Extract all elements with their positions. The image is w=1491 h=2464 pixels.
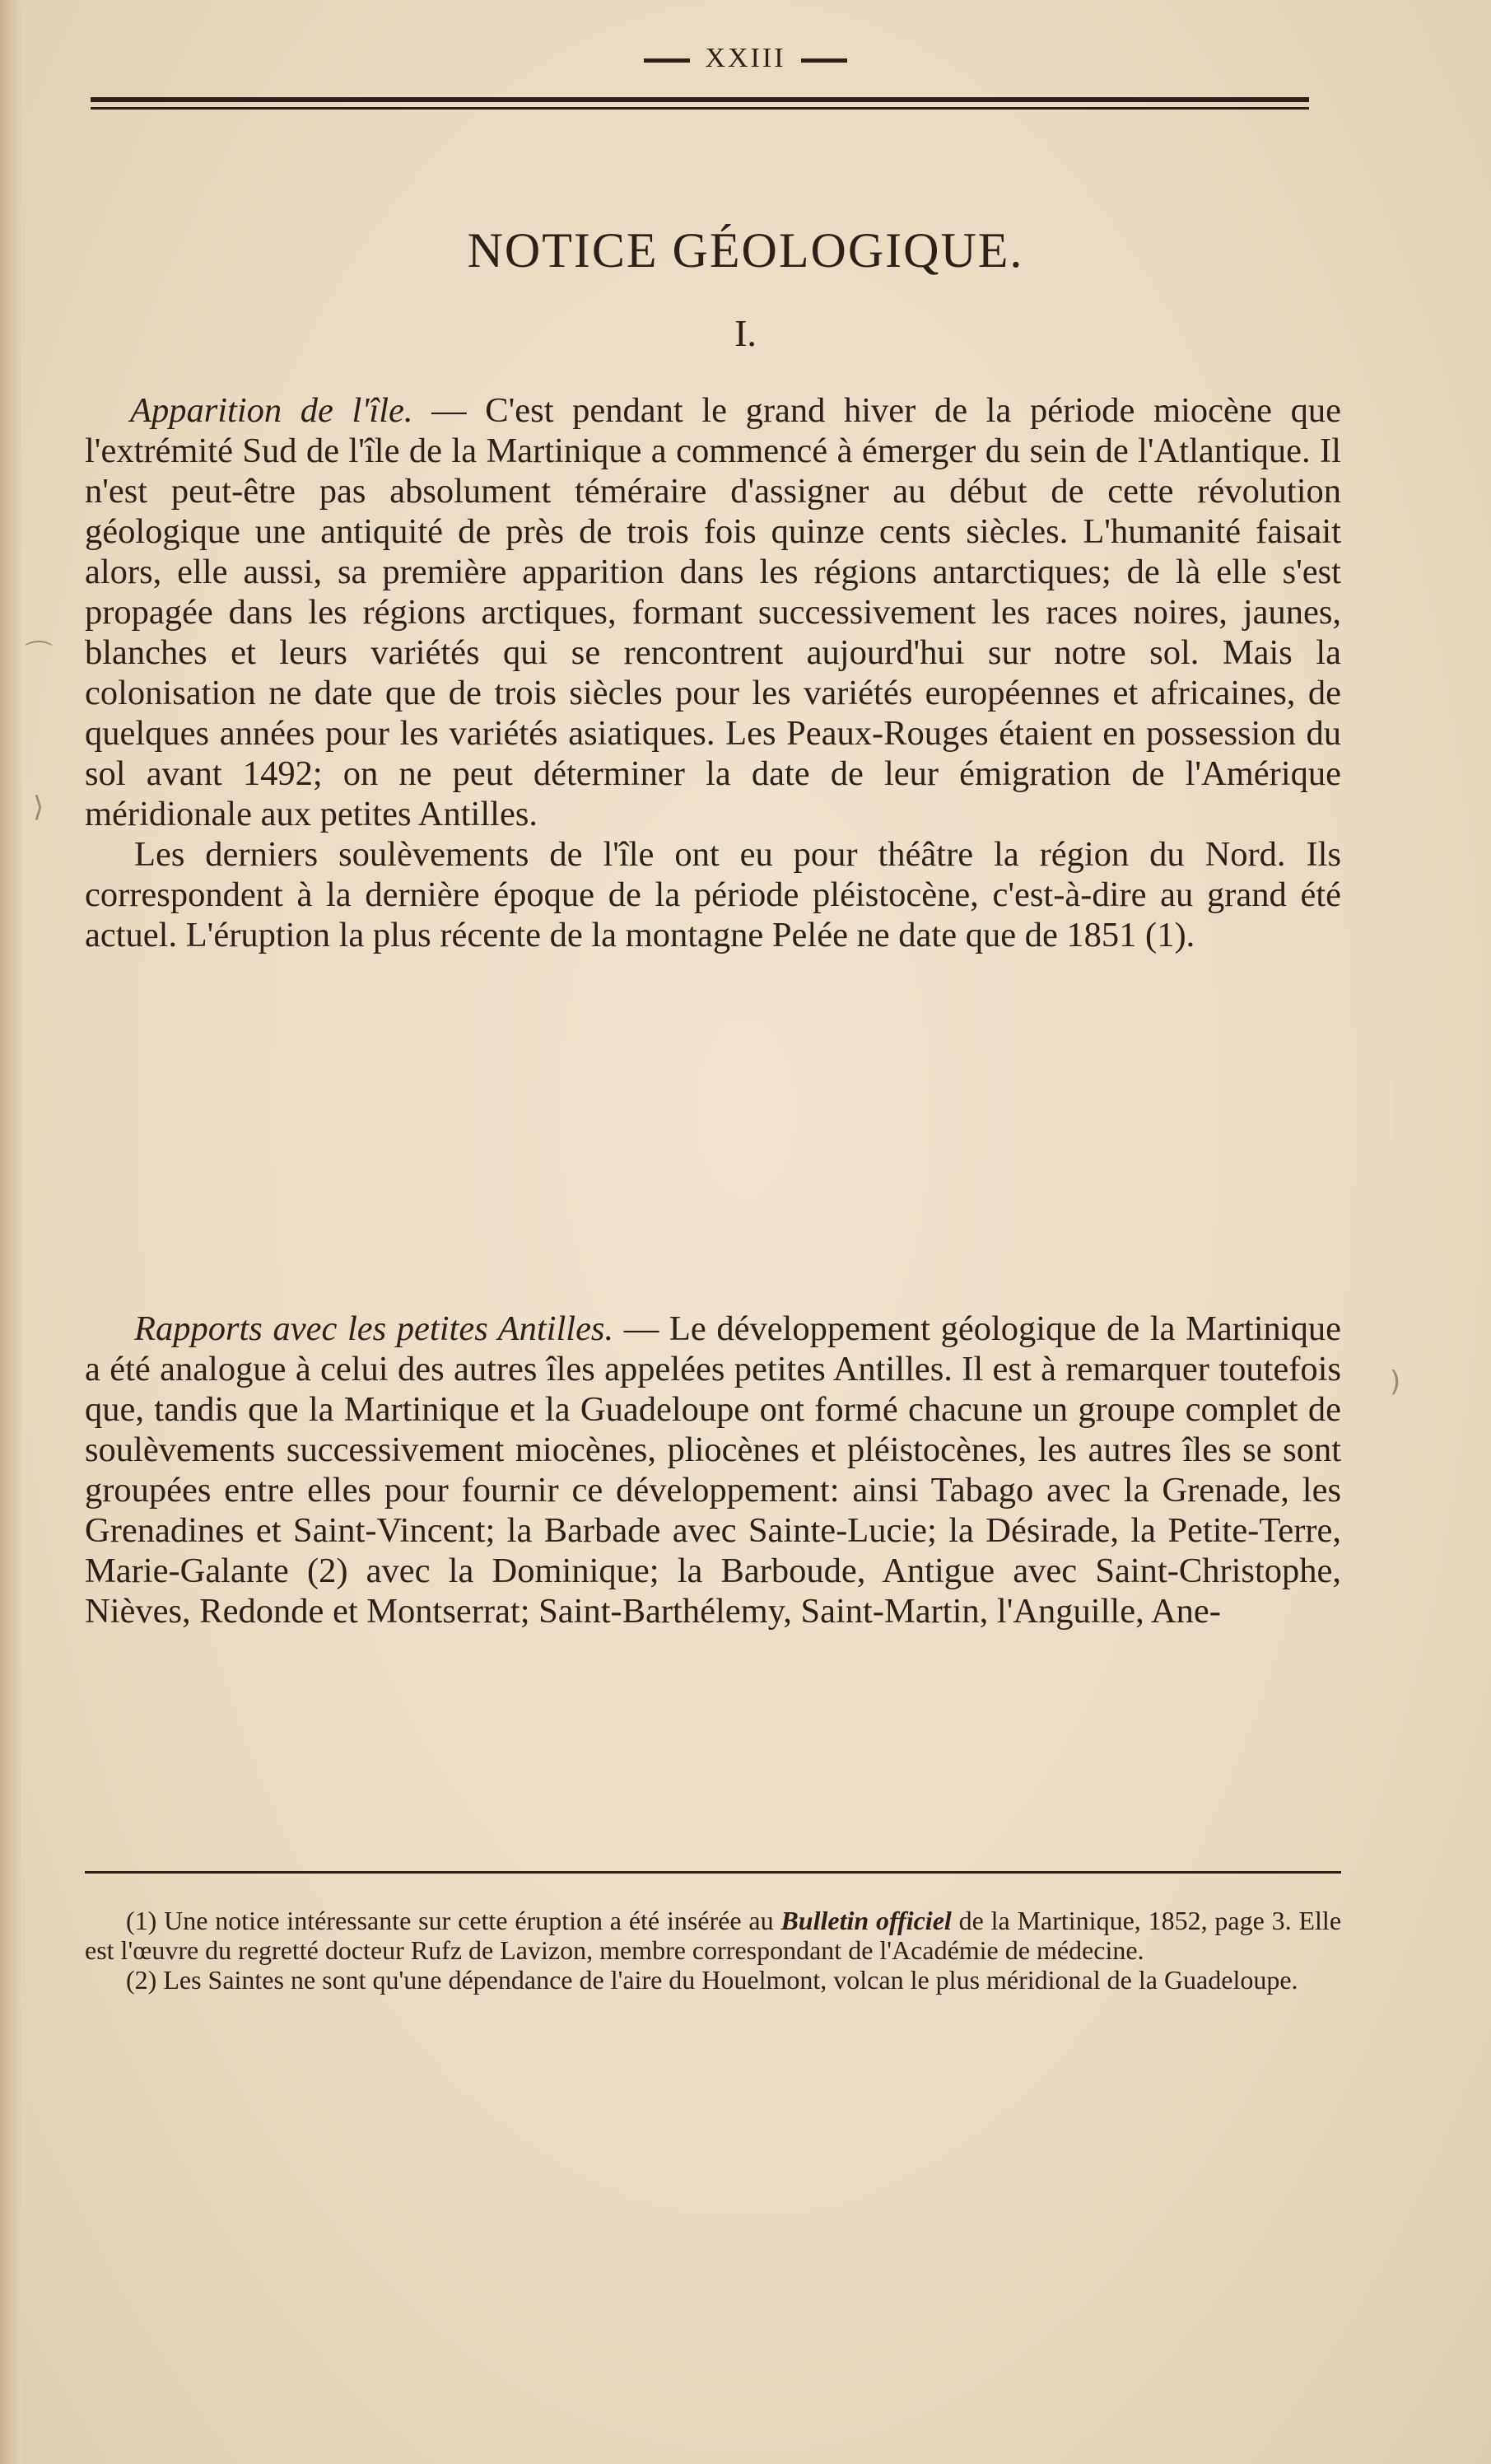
- page-title: NOTICE GÉOLOGIQUE.: [467, 223, 1024, 278]
- section-number: I.: [734, 312, 757, 354]
- margin-pencil-mark: ⟩: [33, 791, 44, 824]
- paragraph-3: [85, 1309, 1341, 1631]
- paragraph-1: [85, 390, 1341, 834]
- header-rule-top: [91, 97, 1309, 102]
- footnotes: [85, 1906, 1341, 1995]
- footnote-1-start: (1) Une notice intéressante sur cette éruption a été insérée au: [126, 1906, 781, 1935]
- footnote-1-end: de la Martinique, 1852, page 3. Elle est l'œuvre du regretté docteur Rufz de Lavizon, membre correspondant de l'Académie de médecine.: [85, 1906, 1342, 1965]
- header-rule-bottom: [91, 107, 1309, 110]
- running-head: [0, 43, 1491, 74]
- paragraph-1-text: — C'est pendant le grand hiver de la période miocène que l'extrémité Sud de l'île de la Martinique a commencé à émerger du sein de l'Atlantique. Il n'est peut-être pas absolument téméraire d'assigner au début de cette révolution géologique une antiquité de près de trois fois quinze cents siècles. L'humanité faisait alors, elle aussi, sa première apparition dans les régions antarctiques; de là elle s'est propagée dans les régions arctiques, formant successivement les races noires, jaunes, blanches et leurs variétés qui se rencontrent aujourd'hui sur notre sol. Mais la colonisation ne date que de trois siècles pour les variétés européennes et africaines, de quelques années pour les variétés asiatiques. Les Peaux-Rouges étaient en possession du sol avant 1492; on ne peut déterminer la date de leur émigration de l'Amérique méridionale aux petites Antilles.: [85, 391, 1341, 833]
- paragraph-3-text: — Le développement géologique de la Martinique a été analogue à celui des autres îles appelées petites Antilles. Il est à remarquer toutefois que, tandis que la Martinique et la Guadeloupe ont formé chacune un groupe complet de soulèvements successivement miocènes, pliocènes et pléistocènes, les autres îles se sont groupées entre elles pour fournir ce développement: ainsi Tabago avec la Grenade, les Grenadines et Saint-Vincent; la Barbade avec Sainte-Lucie; la Désirade, la Petite-Terre, Marie-Galante (2) avec la Dominique; la Barboude, Antigue avec Saint-Christophe, Nièves, Redonde et Montserrat; Saint-Barthélemy, Saint-Martin, l'Anguille, Ane-: [85, 1309, 1341, 1631]
- dash-right: [801, 58, 847, 63]
- paragraph-2: Les derniers soulèvements de l'île ont eu pour théâtre la région du Nord. Ils correspondent à la dernière époque de la période pléistocène, c'est-à-dire au grand été actuel. L'éruption la plus récente de la montagne Pelée ne date que de 1851 (1).: [85, 835, 1341, 954]
- page-edge: [0, 0, 21, 2464]
- main-text: [85, 390, 1341, 955]
- page-number: XXIII: [705, 43, 786, 73]
- rubric-rapports: Rapports avec les petites Antilles.: [134, 1309, 614, 1348]
- rubric-apparition: Apparition de l'île.: [130, 391, 413, 430]
- footnote-rule: [85, 1871, 1341, 1874]
- margin-pencil-mark: ⌒: [25, 639, 53, 672]
- footnote-1-italic: Bulletin officiel: [780, 1906, 952, 1935]
- margin-pencil-mark: ): [1390, 1365, 1401, 1398]
- footnote-1: [85, 1906, 1341, 1965]
- second-section: [85, 1309, 1341, 1631]
- dash-left: [644, 58, 690, 63]
- footnote-2: (2) Les Saintes ne sont qu'une dépendance de l'aire du Houelmont, volcan le plus méridional de la Guadeloupe.: [126, 1965, 1298, 1995]
